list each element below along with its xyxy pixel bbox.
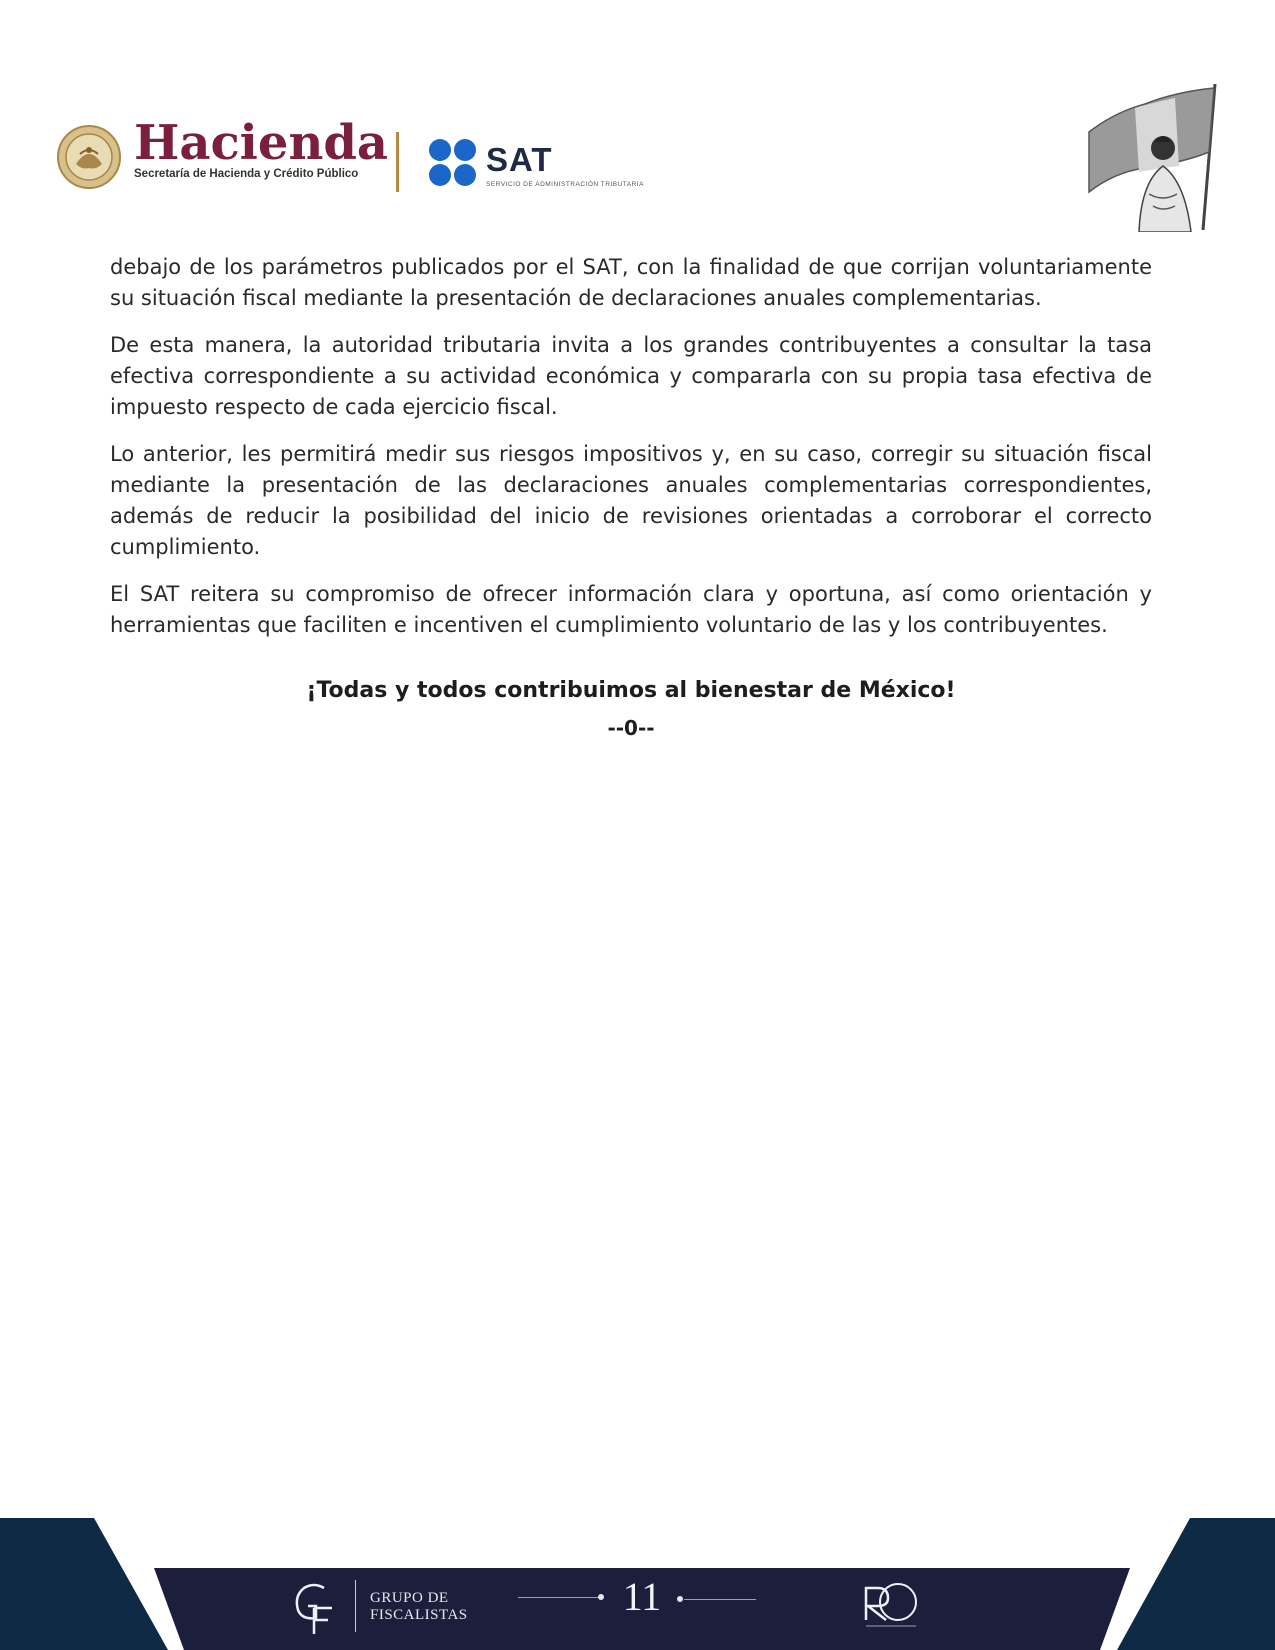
page-number-dot-left (598, 1594, 604, 1600)
national-seal-icon (56, 124, 122, 190)
hacienda-logo (134, 116, 388, 180)
gf-line-2: FISCALISTAS (370, 1607, 468, 1623)
paragraph-2: De esta manera, la autoridad tributaria invita a los grandes contribuyentes a consultar la tasa efectiva correspondiente a su actividad económica y compararla con su propia tasa efectiva de impuesto respecto de cada ejercicio fiscal. (110, 333, 1152, 419)
page-number-dot-right (677, 1596, 683, 1602)
end-mark: --0-- (607, 716, 655, 740)
closing-slogan: ¡Todas y todos contribuimos al bienestar de México! (306, 678, 956, 703)
rc-monogram-logo-icon (860, 1578, 922, 1630)
sat-dots-logo-icon (428, 138, 478, 188)
gf-line-1: GRUPO DE (370, 1590, 449, 1606)
hacienda-subtitle: Secretaría de Hacienda y Crédito Público (134, 168, 359, 180)
sat-name: SAT (486, 141, 553, 178)
page-number-rule-right (684, 1599, 756, 1600)
gf-wordmark (370, 1590, 468, 1624)
page-number-rule-left (518, 1597, 600, 1598)
press-release-body (110, 252, 1152, 657)
page-header (0, 0, 1275, 240)
gf-divider (355, 1580, 356, 1632)
paragraph-4: El SAT reitera su compromiso de ofrecer información clara y oportuna, así como orientación y herramientas que faciliten e incentiven el cumplimiento voluntario de las y los contribuyentes. (110, 582, 1152, 637)
sat-subtitle: SERVICIO DE ADMINISTRACIÓN TRIBUTARIA (486, 181, 644, 188)
woman-with-flag-illustration-icon (1075, 82, 1223, 232)
page-number: 11 (622, 1574, 662, 1619)
paragraph-3: Lo anterior, les permitirá medir sus riesgos impositivos y, en su caso, corregir su situación fiscal mediante la presentación de las declaraciones anuales complementarias correspondientes, además de reducir la posibilidad del inicio de revisiones orientadas a corroborar el correcto cumplimiento. (110, 442, 1152, 559)
paragraph-1: debajo de los parámetros publicados por el SAT, con la finalidad de que corrijan voluntariamente su situación fiscal mediante la presentación de declaraciones anuales complementarias. (110, 255, 1152, 310)
hacienda-name: Hacienda (134, 115, 389, 171)
logo-divider (396, 132, 399, 192)
gf-monogram-logo-icon (290, 1578, 350, 1638)
